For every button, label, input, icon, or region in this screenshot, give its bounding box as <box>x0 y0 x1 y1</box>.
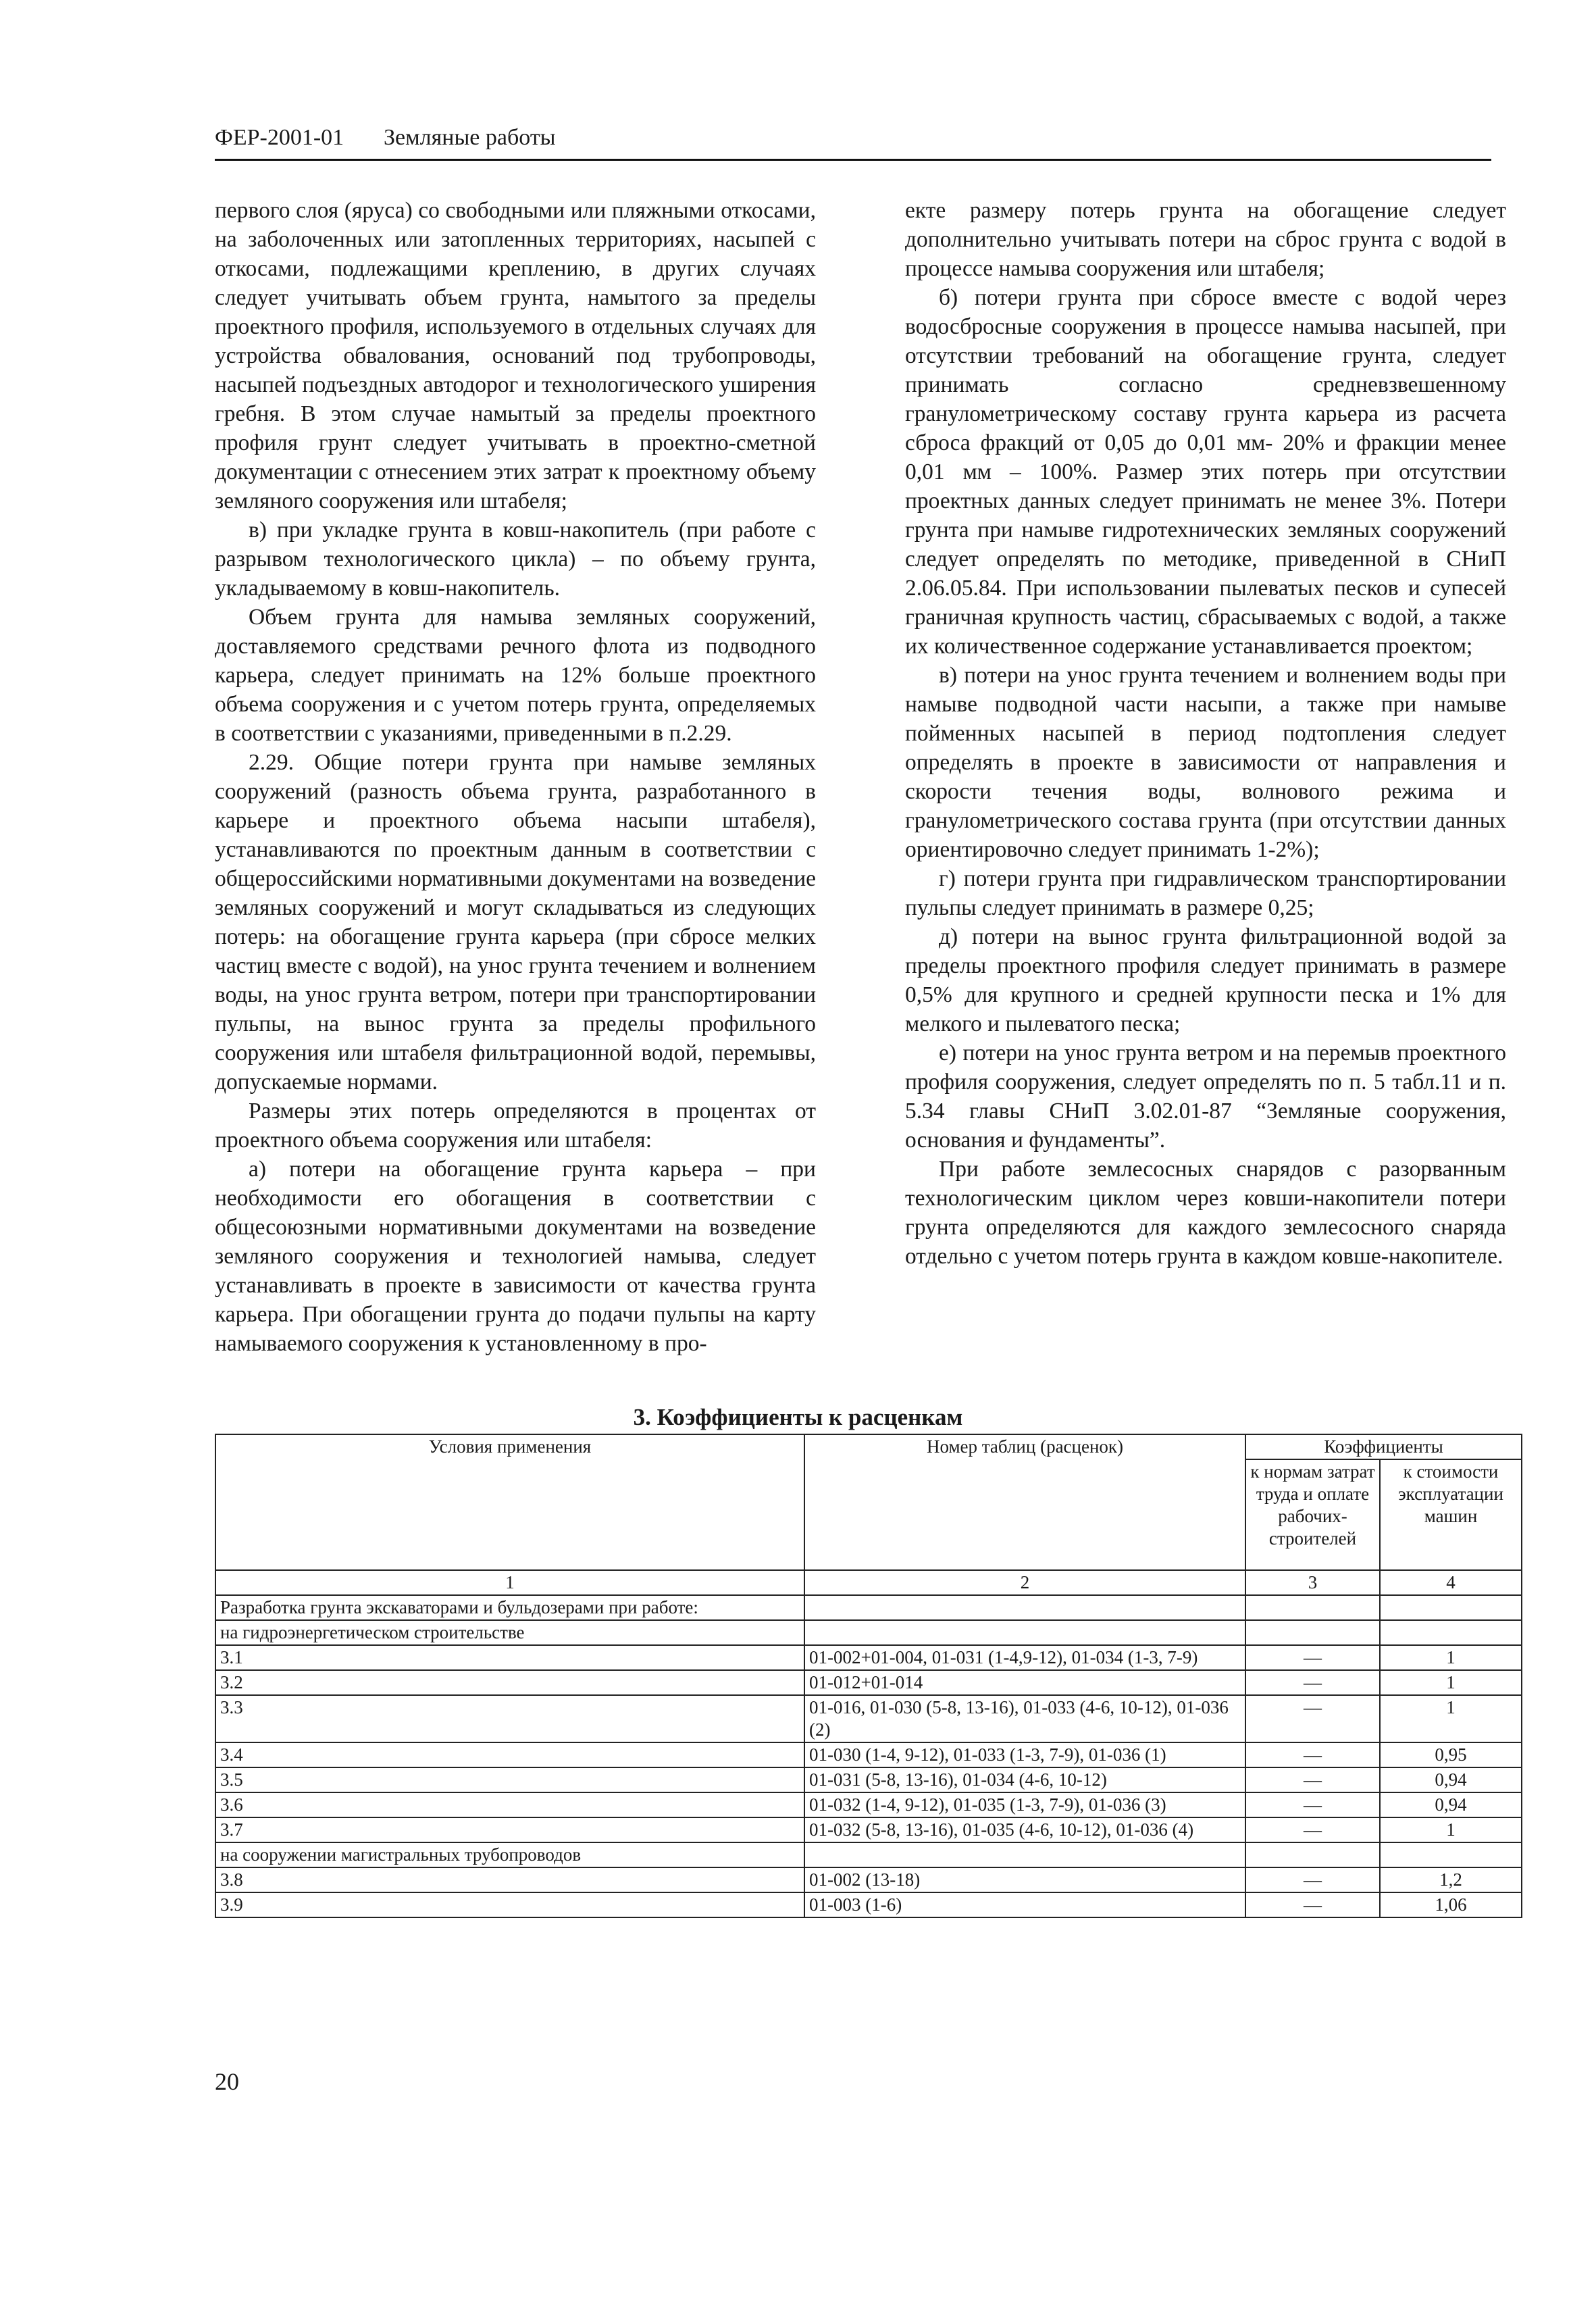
machines-cell: 1 <box>1380 1670 1522 1695</box>
labor-cell: — <box>1245 1892 1380 1917</box>
table-title: 3. Коэффициенты к расценкам <box>633 1404 963 1430</box>
section-row <box>215 1620 1522 1645</box>
tables-cell: 01-002+01-004, 01-031 (1-4,9-12), 01-034 (1-3, 7-9) <box>804 1645 1245 1670</box>
machines-cell: 0,94 <box>1380 1767 1522 1792</box>
machines-cell: 1 <box>1380 1695 1522 1742</box>
column-number: 2 <box>804 1570 1245 1595</box>
cond-cell: 3.8 <box>215 1867 804 1892</box>
table-row <box>215 1867 1522 1892</box>
cond-cell: 3.3 <box>215 1695 804 1742</box>
cond-cell: 3.1 <box>215 1645 804 1670</box>
section-row <box>215 1842 1522 1867</box>
cond-cell: 3.6 <box>215 1792 804 1817</box>
paragraph: Объем грунта для намыва земляных сооружений, доставляемого средствами речного флота из подводного карьера, следует принимать на 12% больше проектного объема сооружения и с учетом потерь грунта, определяемых в соответствии с указаниями, приведенными в п.2.29. <box>215 605 816 746</box>
page-header <box>215 125 1491 161</box>
paragraph: а) потери на обогащение грунта карьера – при необходимости его обогащения в соответствии с общесоюзными нормативными документами на возведение земляного сооружения и технологией намыва, следует устанавливать в проекте в зависимости от качества грунта карьера. При обогащении грунта до подачи пульпы на карту намываемого сооружения к установленному в про- <box>215 1157 816 1356</box>
tables-cell: 01-002 (13-18) <box>804 1867 1245 1892</box>
section-title: на сооружении магистральных трубопроводов <box>215 1842 804 1867</box>
left-column <box>215 196 816 1358</box>
table-row <box>215 1742 1522 1767</box>
labor-cell: — <box>1245 1792 1380 1817</box>
header-conditions: Условия применения <box>215 1434 804 1570</box>
table-row <box>215 1817 1522 1842</box>
cond-cell: 3.2 <box>215 1670 804 1695</box>
machines-cell: 1,2 <box>1380 1867 1522 1892</box>
tables-cell: 01-030 (1-4, 9-12), 01-033 (1-3, 7-9), 01-036 (1) <box>804 1742 1245 1767</box>
tables-cell: 01-003 (1-6) <box>804 1892 1245 1917</box>
labor-cell: — <box>1245 1670 1380 1695</box>
paragraph: 2.29. Общие потери грунта при намыве земляных сооружений (разность объема грунта, разработанного в карьере и проектного объема насыпи штабеля), устанавливаются по проектным данным в соответствии с общероссийскими нормативными документами на возведение земляных сооружений и могут складываться из следующих потерь: на обогащение грунта карьера (при сбросе мелких частиц вместе с водой), на унос грунта течением и волнением воды, на унос грунта ветром, потери при транспортировании пульпы, на вынос грунта за пределы профильного сооружения или штабеля фильтрационной водой, перемывы, допускаемые нормами. <box>215 750 816 1095</box>
paragraph: д) потери на вынос грунта фильтрационной водой за пределы проектного профиля следует принимать в размере 0,5% для крупного и средней крупности песка и 1% для мелкого и пылеватого песка; <box>905 924 1506 1036</box>
tables-cell: 01-016, 01-030 (5-8, 13-16), 01-033 (4-6, 10-12), 01-036 (2) <box>804 1695 1245 1742</box>
table-row <box>215 1892 1522 1917</box>
paragraph: б) потери грунта при сбросе вместе с водой через водосбросные сооружения в процессе намыва насыпей, при отсутствии требований на обогащение грунта, следует принимать согласно средневзвешенному гранулометрическому составу грунта карьера из расчета сброса фракций от 0,05 до 0,01 мм- 20% и фракции менее 0,01 мм – 100%. Размер этих потерь при отсутствии проектных данных следует принимать не менее 3%. Потери грунта при намыве гидротехнических земляных сооружений следует определять по методике, приведенной в СНиП 2.06.05.84. При использовании пылеватых песков и супесей граничная крупность частиц, сбрасываемых с водой, а также их количественное содержание устанавливается проектом; <box>905 285 1506 659</box>
section-row <box>215 1595 1522 1620</box>
column-number: 3 <box>1245 1570 1380 1595</box>
labor-cell: — <box>1245 1767 1380 1792</box>
paragraph: При работе землесосных снарядов с разорванным технологическим циклом через ковши-накопители потери грунта определяются для каждого землесосного снаряда отдельно с учетом потерь грунта в каждом ковше-накопителе. <box>905 1157 1506 1269</box>
paragraph: Размеры этих потерь определяются в процентах от проектного объема сооружения или штабеля: <box>215 1099 816 1153</box>
tables-cell: 01-031 (5-8, 13-16), 01-034 (4-6, 10-12) <box>804 1767 1245 1792</box>
column-number: 1 <box>215 1570 804 1595</box>
column-number: 4 <box>1380 1570 1522 1595</box>
machines-cell: 1 <box>1380 1645 1522 1670</box>
table-row <box>215 1767 1522 1792</box>
paragraph: в) при укладке грунта в ковш-накопитель (при работе с разрывом технологического цикла) – по объему грунта, укладываемому в ковш-накопитель. <box>215 518 816 601</box>
paragraph: г) потери грунта при гидравлическом транспортировании пульпы следует принимать в размере 0,25; <box>905 866 1506 920</box>
table-row <box>215 1695 1522 1742</box>
paragraph: в) потери на унос грунта течением и волнением воды при намыве подводной части насыпи, а также при намыве пойменных насыпей в период подтопления следует определять в проекте в зависимости от направления и скорости течения воды, волнового режима и гранулометрического состава грунта (при отсутствии данных ориентировочно следует принимать 1-2%); <box>905 663 1506 862</box>
tables-cell: 01-032 (1-4, 9-12), 01-035 (1-3, 7-9), 01-036 (3) <box>804 1792 1245 1817</box>
machines-cell: 0,94 <box>1380 1792 1522 1817</box>
document-code: ФЕР-2001-01 <box>215 125 344 150</box>
table-row <box>215 1792 1522 1817</box>
paragraph: первого слоя (яруса) со свободными или пляжными откосами, на заболоченных или затопленных территориях, насыпей с откосами, подлежащими креплению, в других случаях следует учитывать объем грунта, намытого за пределы проектного профиля, используемого в отдельных случаях для устройства обвалования, оснований под трубопроводы, насыпей подъездных автодорог и технологического уширения гребня. В этом случае намытый за пределы проектного профиля грунт следует учитывать в проектно-сметной документации с отнесением этих затрат к проектному объему земляного сооружения или штабеля; <box>215 198 816 513</box>
paragraph: екте размеру потерь грунта на обогащение следует дополнительно учитывать потери на сброс грунта с водой в процессе намыва сооружения или штабеля; <box>905 198 1506 281</box>
header-machines: к стоимости эксплуатации машин <box>1380 1459 1522 1570</box>
labor-cell: — <box>1245 1742 1380 1767</box>
table-row <box>215 1645 1522 1670</box>
cond-cell: 3.5 <box>215 1767 804 1792</box>
labor-cell: — <box>1245 1867 1380 1892</box>
header-labor: к нормам затрат труда и оплате рабочих-строителей <box>1245 1459 1380 1570</box>
cond-cell: 3.4 <box>215 1742 804 1767</box>
section-title: Земляные работы <box>384 125 556 150</box>
table-row <box>215 1670 1522 1695</box>
coefficients-table <box>215 1434 1522 1918</box>
labor-cell: — <box>1245 1645 1380 1670</box>
tables-cell: 01-012+01-014 <box>804 1670 1245 1695</box>
header-coefficients: Коэффициенты <box>1245 1434 1522 1459</box>
section-title: Разработка грунта экскаваторами и бульдозерами при работе: <box>215 1595 804 1620</box>
right-column <box>905 196 1506 1271</box>
cond-cell: 3.9 <box>215 1892 804 1917</box>
cond-cell: 3.7 <box>215 1817 804 1842</box>
machines-cell: 1,06 <box>1380 1892 1522 1917</box>
labor-cell: — <box>1245 1817 1380 1842</box>
page-number: 20 <box>215 2068 239 2095</box>
header-table-numbers: Номер таблиц (расценок) <box>804 1434 1245 1570</box>
column-numbers-row <box>215 1570 1522 1595</box>
tables-cell: 01-032 (5-8, 13-16), 01-035 (4-6, 10-12), 01-036 (4) <box>804 1817 1245 1842</box>
labor-cell: — <box>1245 1695 1380 1742</box>
section-subtitle: на гидроэнергетическом строительстве <box>215 1620 804 1645</box>
machines-cell: 0,95 <box>1380 1742 1522 1767</box>
paragraph: е) потери на унос грунта ветром и на перемыв проектного профиля сооружения, следует определять по п. 5 табл.11 и п. 5.34 главы СНиП 3.02.01-87 “Земляные сооружения, основания и фундаменты”. <box>905 1040 1506 1153</box>
machines-cell: 1 <box>1380 1817 1522 1842</box>
